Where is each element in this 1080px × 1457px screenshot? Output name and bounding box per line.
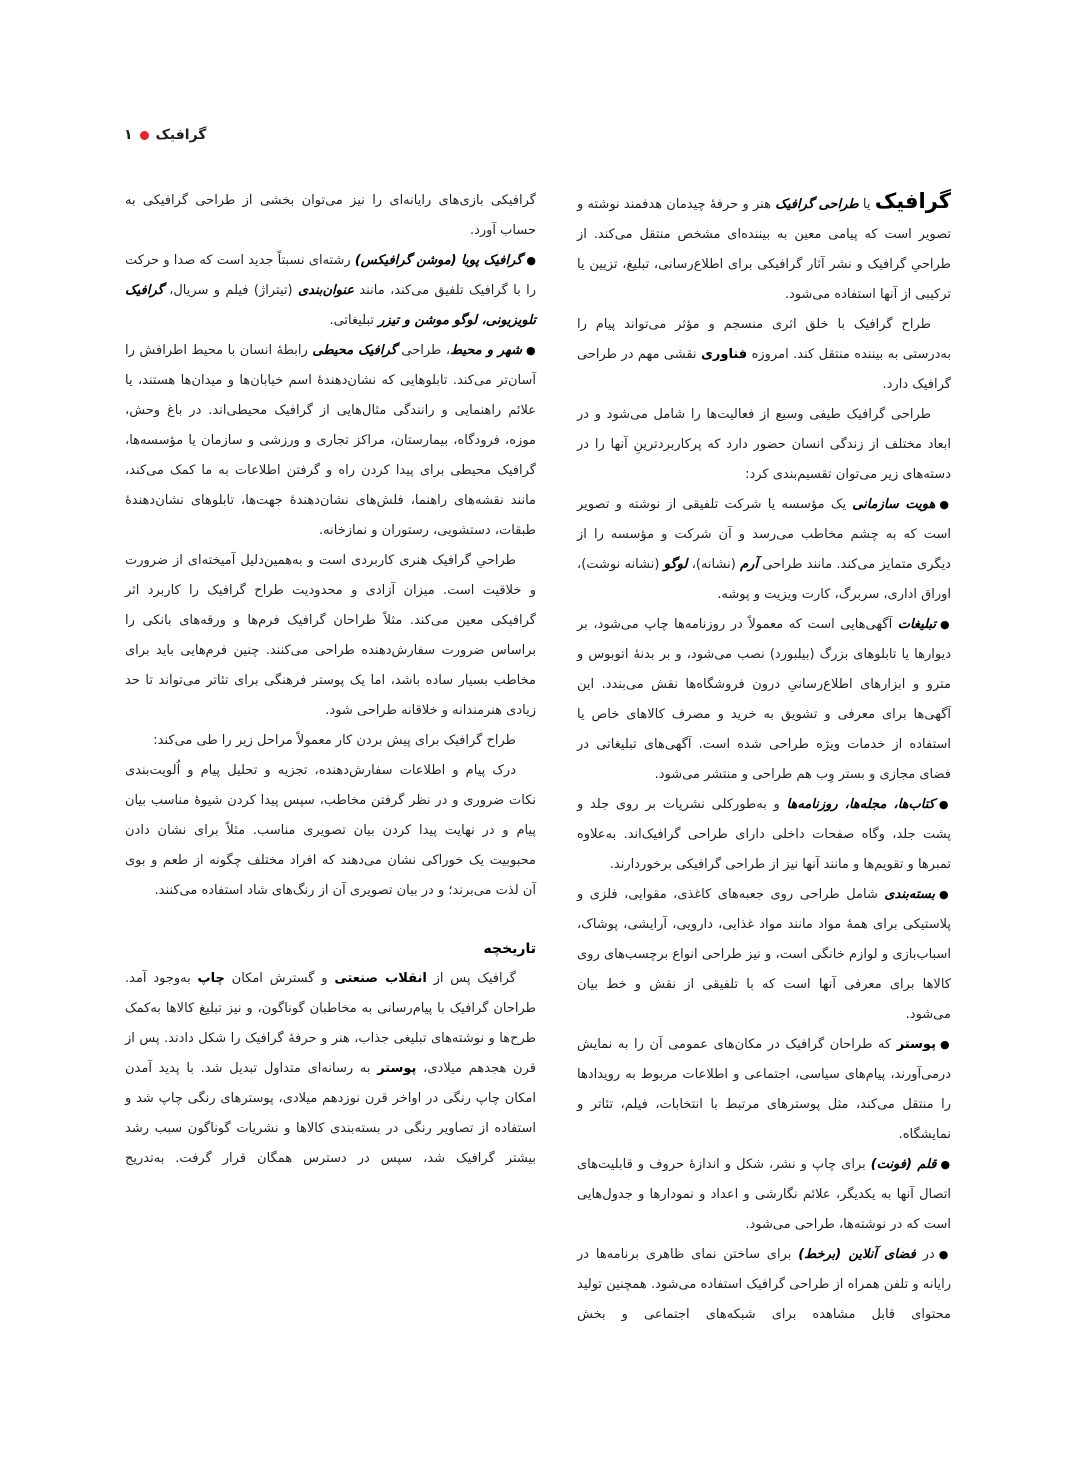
term-corporate-identity: هویت سازمانی — [852, 497, 936, 512]
body-text: رشته‌ای نسبتاً جدید است که صدا و حرکت را با گرافیک تلفیق می‌کند، مانند — [125, 253, 536, 298]
body-text: به‌وجود آمد. طراحان گرافیک با پیام‌رسانی به مخاطبان گوناگون، و نیز تبلیغ کالاها به‌کمک طرح‌ها و نوشته‌های تبلیغی جذاب، هنر و حرفهٔ گرافیک را شکل دادند. پس از قرن هجدهم میلادی، — [125, 971, 536, 1076]
bullet-icon: ● — [939, 888, 951, 901]
body-text: هنر و حرفهٔ چیدمان هدفمند نوشته و تصویر است که پیامی معین به بیننده‌ای مشخص منتقل می‌کند. از طراحیِ گرافیک و نشر آثار گرافیکی برای اطلاع‌رسانی، تبلیغ، تزیین یا ترکیبی از آنها استفاده می‌شود. — [577, 197, 951, 302]
bullet-motion-graphics — [125, 246, 536, 336]
bullet-online — [577, 1240, 951, 1330]
body-text: شامل طراحی روی جعبه‌های کاغذی، مقوایی، فلزی و پلاستیکی برای همهٔ مواد مانند مواد غذایی، دارویی، آرایشی، پوشاک، اسباب‌بازی و لوازم خانگی است، و نیز طراحی انواع برچسب‌های روی کالاها برای معرفی آنها است که با تلفیقی از نقش و خط بیان می‌شود. — [577, 887, 951, 1022]
term-font: قلم (فونت) — [870, 1157, 937, 1172]
page-number: ۱ — [124, 127, 133, 143]
body-text: که طراحان گرافیک در مکان‌های عمومی آن را به نمایش درمی‌آورند، پیام‌های سیاسی، اجتماعی و اطلاعات مربوط به رویدادها را منتقل می‌کند، مثل پوسترهای مرتبط با انتخابات، فیلم، تئاتر و نمایشگاه. — [577, 1037, 951, 1142]
body-text: برای چاپ و نشر، شکل و اندازهٔ حروف و قابلیت‌های اتصال آنها به یکدیگر، علائم نگارشی و اعداد و نمودارها و جدول‌هایی است که در نوشته‌ها، طراحی می‌شود. — [577, 1157, 951, 1232]
left-column — [125, 186, 536, 1174]
body-text: در — [915, 1247, 935, 1262]
header-title: گرافیک — [155, 127, 207, 143]
term-industrial-revolution: انقلاب صنعتی — [334, 971, 427, 986]
term-environmental-graphics: گرافیک محیطی — [312, 343, 397, 358]
bullet-icon: ● — [939, 618, 951, 631]
bullet-icon: ● — [938, 1248, 951, 1261]
red-dot-icon — [140, 131, 149, 140]
term-packaging: بسته‌بندی — [884, 887, 936, 902]
term-graphic-design: طراحی گرافیک — [775, 197, 859, 212]
applied-art-paragraph: طراحیِ گرافیک هنری کاربردی است و به‌همین‌دلیل آمیخته‌ای از ضرورت و خلاقیت است. میزان آزادی و محدودیت طراح گرافیک را کاربرد اثر گرافیکی معین می‌کند. مثلاً طراحان گرافیک فرم‌ها و ورقه‌های بانکی را براساس ضرورت سفارش‌دهنده طراحی می‌کنند. چنین فرم‌هایی باید برای مخاطب بسیار ساده باشد، اما یک پوستر فرهنگی برای تئاتر می‌تواند تا حد زیادی هنرمندانه و خلاقانه طراحی شود. — [125, 553, 536, 718]
bullet-icon: ● — [525, 344, 536, 357]
term-city-environment: شهر و محیط — [450, 343, 522, 358]
body-text: (تیتراژ) فیلم و سریال، — [163, 283, 298, 298]
term-advertising: تبلیغات — [897, 617, 936, 632]
term-motion-graphics: گرافیک پویا (موشن گرافیکس) — [354, 253, 523, 268]
term-poster: پوستر — [896, 1037, 936, 1052]
body-text: یک مؤسسه یا شرکت تلفیقی از نوشته و تصویر است که به چشم مخاطب می‌رسد و آن شرکت و مؤسسه را از دیگری متمایز می‌کند. مانند طراحی — [577, 497, 951, 572]
games-paragraph: گرافیکی بازی‌های رایانه‌ای را نیز می‌توان بخشی از طراحی گرافیکی به حساب آورد. — [125, 193, 536, 238]
running-header — [124, 123, 206, 147]
history-heading: تاریخچه — [483, 941, 536, 957]
term-printing: چاپ — [197, 971, 225, 986]
bullet-packaging — [577, 880, 951, 1030]
term-publications: کتاب‌ها، مجله‌ها، روزنامه‌ها — [786, 797, 935, 812]
body-text: طراح گرافیک با خلق اثری منسجم و مؤثر می‌تواند پیام را به‌درستی به بیننده منتقل کند. امروزه — [577, 317, 952, 362]
categories-intro-paragraph: طراحی گرافیک طیفی وسیع از فعالیت‌ها را شامل می‌شود و در ابعاد مختلف از زندگی انسان حضور دارد که پرکاربردترینِ آنها را در دسته‌های زیر می‌توان تقسیم‌بندی کرد: — [577, 407, 951, 482]
bullet-icon: ● — [938, 798, 951, 811]
body-text: نقشی مهم در طراحی گرافیک دارد. — [577, 347, 951, 392]
term-logo: لوگو — [663, 557, 688, 572]
bullet-icon: ● — [940, 1158, 951, 1171]
bullet-icon: ● — [939, 1038, 951, 1051]
body-text: یا — [858, 197, 875, 212]
term-emblem: آرم — [740, 557, 759, 572]
body-text: (نشانه)، — [687, 557, 741, 572]
bullet-icon: ● — [526, 254, 537, 267]
bullet-environmental — [125, 336, 536, 546]
body-text: آگهی‌هایی است که معمولاً در روزنامه‌ها چاپ می‌شود، بر دیوارها یا تابلوهای بزرگ (بیلبورد) نصب می‌شود، و بر بدنهٔ اتوبوس و مترو و ابزارهای اطلاع‌رسانیِ درون فروشگاه‌ها نقش می‌بندد. این آگهی‌ها برای معرفی و تشویق به خرید و مصرف کالاهای خاص یا استفاده از خدمات ویژه طراحی شده است. آگهی‌های تبلیغاتی در فضای مجازی و بستر وِب هم طراحی و منتشر می‌شود. — [577, 617, 951, 782]
body-text: تبلیغاتی. — [329, 313, 379, 328]
body-text: و به‌طورکلی نشریات بر روی جلد و پشت جلد، وگاه صفحات داخلی دارای طراحی گرافیک‌اند. به‌علاوه تمبرها و تقویم‌ها و مانند آنها نیز از طراحی گرافیکی برخوردارند. — [577, 797, 951, 872]
body-text: (نشانه نوشت)، اوراق اداری، سربرگ، کارت ویزیت و پوشه. — [577, 557, 951, 602]
term-title-sequence: عنوان‌بندی — [297, 283, 355, 298]
body-text: ، طراحی — [396, 343, 451, 358]
history-paragraph — [125, 964, 536, 1174]
technology-paragraph — [577, 310, 951, 400]
body-text: رابطهٔ انسان با محیط اطرافش را آسان‌تر می‌کند. تابلوهایی که نشان‌دهندهٔ اسم خیابان‌ها و میدان‌ها هستند، یا علائم راهنمایی و رانندگی مثال‌هایی از گرافیک محیطی‌اند. در باغ وحش، موزه، فرودگاه، بیمارستان، مراکز تجاری و ورزشی و سازمان یا مؤسسه‌ها، گرافیک محیطی برای پیدا کردن راه و گرفتن اطلاعات به ما کمک می‌کند، مانند نقشه‌های راهنما، فلش‌های نشان‌دهندهٔ جهت‌ها، تابلوهای نشان‌دهندهٔ طبقات، دستشویی، رستوران و نمازخانه. — [125, 343, 536, 538]
term-poster: پوستر — [377, 1061, 417, 1076]
body-text: و گسترش امکان — [224, 971, 335, 986]
body-text: به رسانه‌ای متداول تبدیل شد. با پدید آمدن امکان چاپ رنگی در اواخر قرن نوزدهم میلادی، پوسترهای رنگی چاپ شد و استفاده از تصاویر رنگی در بسته‌بندی کالاها و نشریات گوناگون سبب رشد بیشتر گرافیک شد، سپس در دسترس همگان قرار گرفت. به‌تدریج — [125, 1061, 536, 1166]
process-intro-paragraph: طراح گرافیک برای پیش بردن کار معمولاً مراحل زیر را طی می‌کند: — [153, 733, 516, 748]
term-tv-graphics: گرافیک تلویزیونی، لوگو موشن و تیزر — [125, 283, 536, 328]
bullet-advertising — [577, 610, 951, 790]
bullet-font — [577, 1150, 951, 1240]
process-steps-paragraph: درک پیام و اطلاعات سفارش‌دهنده، تجزیه و تحلیل پیام و اُلویت‌بندی نکات ضروری و در نظر گرفتن مخاطب، سپس پیدا کردن شیوهٔ مناسب بیان پیام و در نهایت پیدا کردن بیان تصویری مناسب. مثلاً برای نشان دادن محبوبیت یک خوراکی نشان می‌دهند که افراد مختلف چگونه از طعم و بوی آن لذت می‌برند؛ و در بیان تصویری آن از رنگ‌های شاد استفاده می‌کنند. — [125, 763, 536, 898]
intro-paragraph — [577, 186, 951, 310]
bullet-poster — [577, 1030, 951, 1150]
bullet-icon: ● — [939, 498, 951, 511]
term-online-space: فضای آنلاین (برخط) — [798, 1247, 916, 1262]
lead-term: گرافیک — [874, 189, 952, 213]
body-text: گرافیک پس از — [426, 971, 516, 986]
bullet-publications — [577, 790, 951, 880]
right-column — [577, 186, 951, 1330]
body-text: برای ساختن نمای ظاهری برنامه‌ها در رایانه و تلفن همراه از طراحی گرافیک استفاده می‌شود. همچنین تولید محتوای قابل مشاهده برای شبکه‌های اجتماعی و بخش — [577, 1247, 951, 1322]
term-technology: فناوری — [700, 347, 748, 362]
bullet-corporate-identity — [577, 490, 951, 610]
